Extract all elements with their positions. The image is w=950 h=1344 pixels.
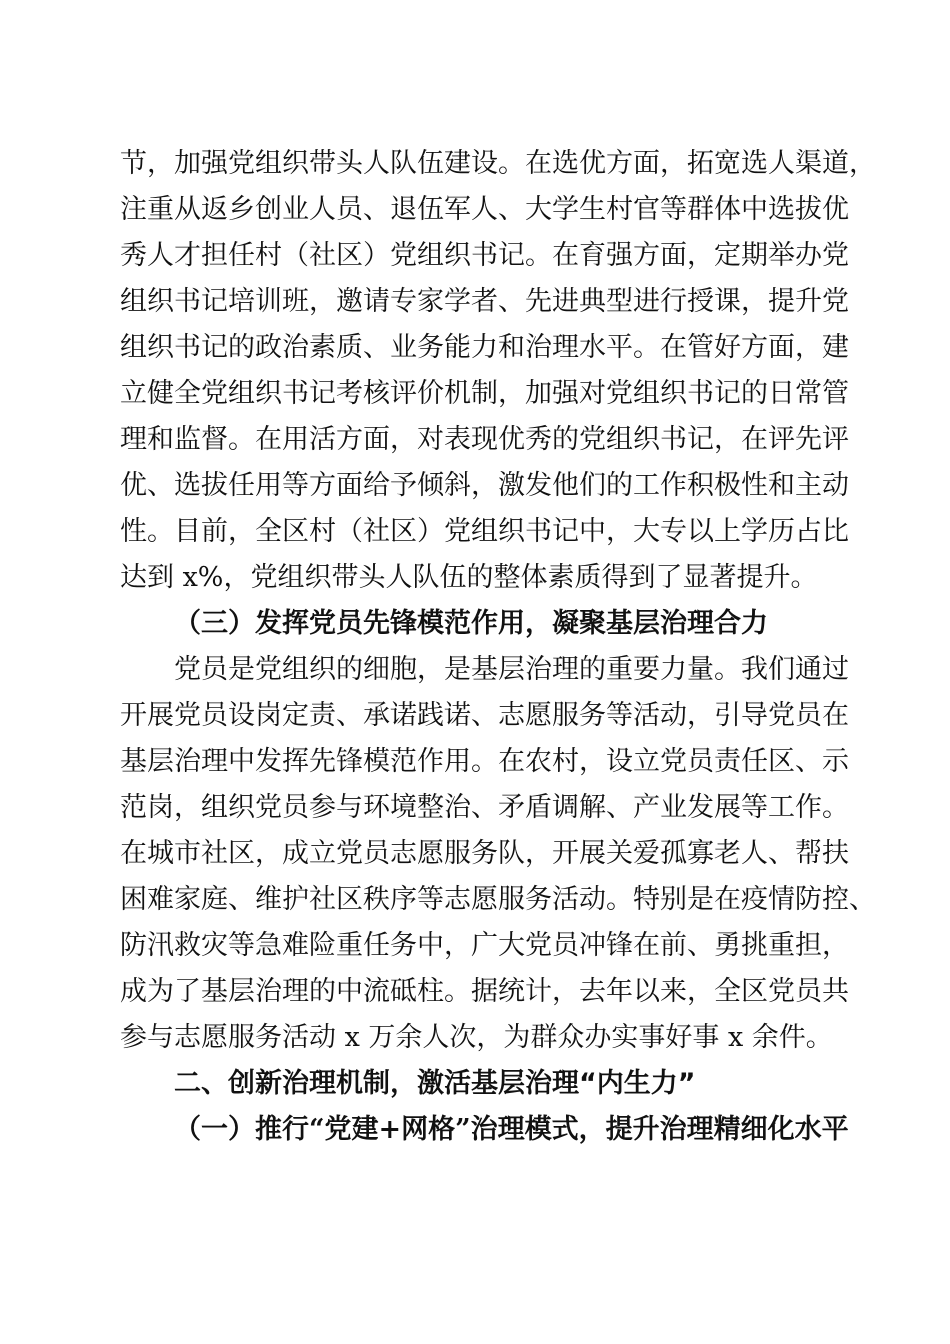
text-line-3: 秀人才担任村（社区）党组织书记。在育强方面，定期举办党 (120, 240, 849, 271)
text-line-1: 节，加强党组织带头人队伍建设。在选优方面，拓宽选人渠道， (120, 148, 876, 179)
text-line-6: 立健全党组织书记考核评价机制，加强对党组织书记的日常管 (120, 378, 849, 409)
section-heading-2: 二、创新治理机制，激活基层治理“内生力” (174, 1068, 696, 1099)
text-line-18: 防汛救灾等急难险重任务中，广大党员冲锋在前、勇挑重担， (120, 930, 849, 961)
text-line-15: 范岗，组织党员参与环境整治、矛盾调解、产业发展等工作。 (120, 792, 849, 823)
text-line-14: 基层治理中发挥先锋模范作用。在农村，设立党员责任区、示 (120, 746, 849, 777)
text-line-10: 达到 x%，党组织带头人队伍的整体素质得到了显著提升。 (120, 562, 818, 593)
text-line-20: 参与志愿服务活动 x 万余人次，为群众办实事好事 x 余件。 (120, 1022, 833, 1053)
text-line-4: 组织书记培训班，邀请专家学者、先进典型进行授课，提升党 (120, 286, 849, 317)
text-line-9: 性。目前，全区村（社区）党组织书记中，大专以上学历占比 (120, 516, 849, 547)
section-heading-3: （三）发挥党员先锋模范作用，凝聚基层治理合力 (174, 608, 768, 639)
text-line-13: 开展党员设岗定责、承诺践诺、志愿服务等活动，引导党员在 (120, 700, 849, 731)
paragraph-first-line: 党员是党组织的细胞，是基层治理的重要力量。我们通过 (174, 654, 849, 685)
text-line-19: 成为了基层治理的中流砥柱。据统计，去年以来，全区党员共 (120, 976, 849, 1007)
text-line-2: 注重从返乡创业人员、退伍军人、大学生村官等群体中选拔优 (120, 194, 849, 225)
text-line-8: 优、选拔任用等方面给予倾斜，激发他们的工作积极性和主动 (120, 470, 849, 501)
subsection-heading-1: （一）推行“党建+网格”治理模式，提升治理精细化水平 (174, 1114, 849, 1145)
text-line-17: 困难家庭、维护社区秩序等志愿服务活动。特别是在疫情防控、 (120, 884, 876, 915)
text-line-5: 组织书记的政治素质、业务能力和治理水平。在管好方面，建 (120, 332, 849, 363)
text-line-16: 在城市社区，成立党员志愿服务队，开展关爱孤寡老人、帮扶 (120, 838, 849, 869)
text-line-7: 理和监督。在用活方面，对表现优秀的党组织书记，在评先评 (120, 424, 849, 455)
